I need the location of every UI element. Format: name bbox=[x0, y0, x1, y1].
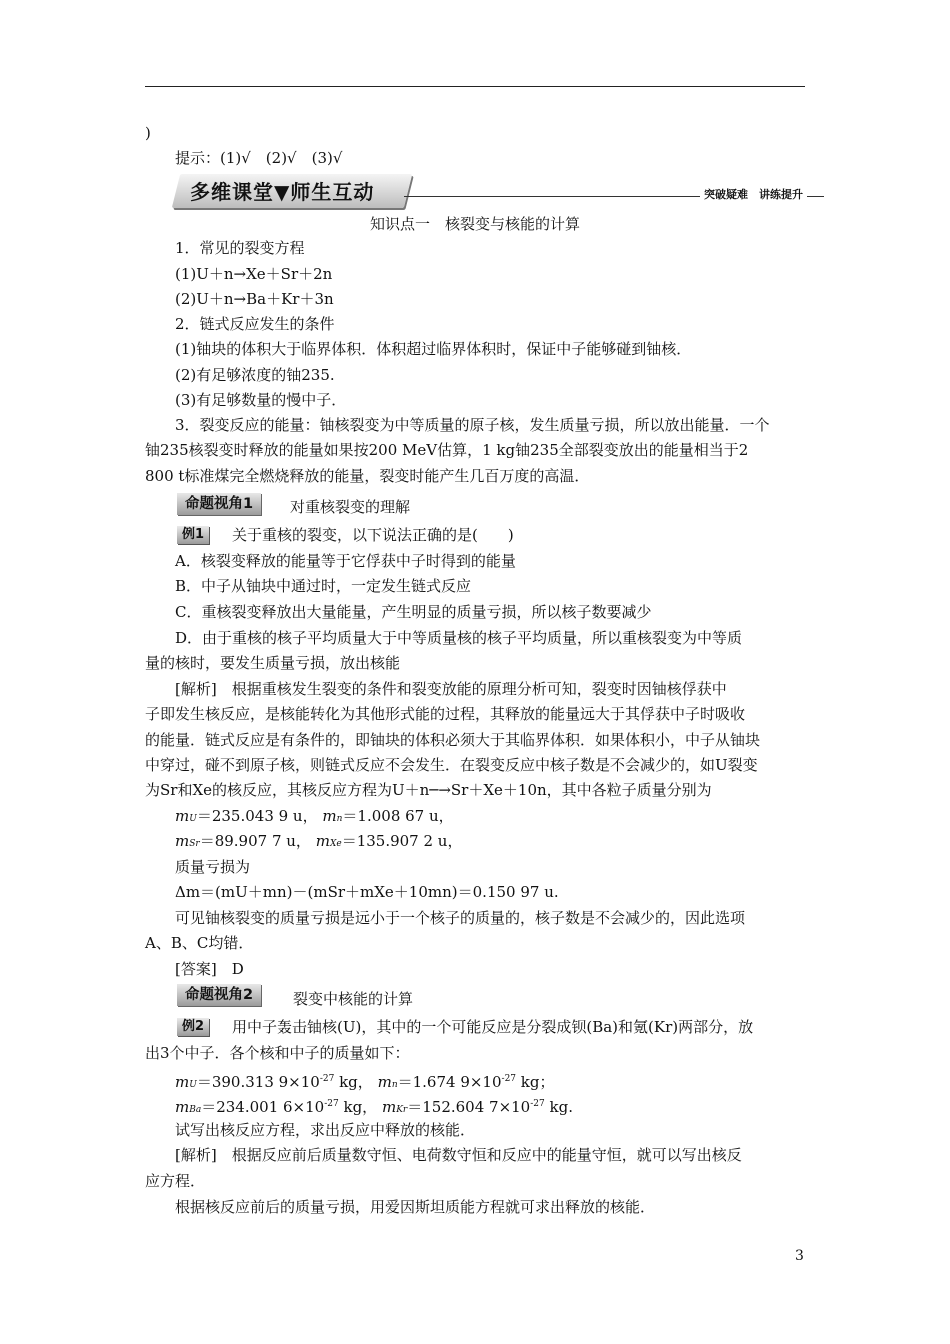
mass-loss-equation: Δm＝(mU＋mn)－(mSr＋mXe＋10mn)＝0.150 97 u. bbox=[175, 883, 559, 901]
para-1: 1．常见的裂变方程 bbox=[175, 239, 305, 257]
analysis-1-line-2: 子即发生核反应，是核能转化为其他形式能的过程，其释放的能量远大于其俘获中子时吸收 bbox=[145, 705, 746, 723]
condition-1: (1)铀块的体积大于临界体积．体积超过临界体积时，保证中子能够碰到铀核． bbox=[175, 340, 692, 358]
mass-loss-label: 质量亏损为 bbox=[175, 858, 251, 876]
equation-2: (2)U＋n→Ba＋Kr＋3n bbox=[175, 290, 334, 308]
answer-1: [答案] D bbox=[175, 960, 244, 978]
equation-1: (1)U＋n→Xe＋Sr＋2n bbox=[175, 265, 333, 283]
topic-tag-1-text: 对重核裂变的理解 bbox=[290, 498, 411, 516]
analysis-1-line-5: 为Sr和Xe的核反应，其核反应方程为U＋n─→Sr＋Xe＋10n，其中各粒子质量分别为 bbox=[145, 781, 712, 799]
analysis-2-line-1: [解析] 根据反应前后质量数守恒、电荷数守恒和反应中的能量守恒，就可以写出核反 bbox=[175, 1146, 742, 1164]
conclusion-line-2: A、B、C均错． bbox=[145, 934, 254, 952]
stray-paren: ) bbox=[145, 124, 151, 142]
topic-tag-1: 命题视角1 bbox=[177, 493, 261, 515]
condition-2: (2)有足够浓度的铀235. bbox=[175, 366, 335, 384]
hint-line: 提示：(1)√ (2)√ (3)√ bbox=[175, 149, 343, 167]
para-3-line-2: 铀235核裂变时释放的能量如果按200 MeV估算，1 kg铀235全部裂变放出的能量相当于2 bbox=[145, 441, 749, 459]
task-line: 试写出核反应方程，求出反应中释放的核能． bbox=[175, 1121, 476, 1139]
example-1-question: 关于重核的裂变，以下说法正确的是( ) bbox=[232, 526, 514, 544]
given-mass-line-2: mBa＝234.001 $6\times 10^{-27}$ kg， mKr＝152.604 $7\times 10^{-27}$ kg. bbox=[175, 1098, 573, 1116]
analysis-1-line-3: 的能量．链式反应是有条件的，即铀块的体积必须大于其临界体积．如果体积小，中子从铀块 bbox=[145, 731, 761, 749]
example-1-badge: 例1 bbox=[177, 526, 209, 544]
para-2: 2．链式反应发生的条件 bbox=[175, 315, 335, 333]
example-2-line-1: 用中子轰击铀核(U)，其中的一个可能反应是分裂成钡(Ba)和氪(Kr)两部分，放 bbox=[232, 1018, 754, 1036]
option-c: C．重核裂变释放出大量能量，产生明显的质量亏损，所以核子数要减少 bbox=[175, 603, 652, 621]
option-a: A．核裂变释放的能量等于它俘获中子时得到的能量 bbox=[175, 552, 516, 570]
conclusion-line-1: 可见铀核裂变的质量亏损是远小于一个核子的质量的，核子数是不会减少的，因此选项 bbox=[175, 909, 746, 927]
page-number: 3 bbox=[795, 1248, 804, 1264]
option-b: B．中子从铀块中通过时，一定发生链式反应 bbox=[175, 577, 472, 595]
banner-subtitle: 突破疑难 讲练提升 bbox=[700, 186, 807, 202]
topic-tag-2: 命题视角2 bbox=[177, 984, 261, 1006]
option-d-line-1: D．由于重核的核子平均质量大于中等质量核的核子平均质量，所以重核裂变为中等质 bbox=[175, 629, 743, 647]
mass-line-1: mU＝235.043 9 u， mn＝1.008 67 u， bbox=[175, 807, 454, 825]
analysis-1-line-1: [解析] 根据重核发生裂变的条件和裂变放能的原理分析可知，裂变时因铀核俘获中 bbox=[175, 680, 727, 698]
analysis-1-line-4: 中穿过，碰不到原子核，则链式反应不会发生．在裂变反应中核子数是不会减少的，如U裂变 bbox=[145, 756, 758, 774]
section-title: 知识点一 核裂变与核能的计算 bbox=[369, 215, 580, 233]
given-mass-line-1: mU＝390.313 $9\times 10^{-27}$ kg， mn＝1.674 $9\times 10^{-27}$ kg； bbox=[175, 1073, 555, 1091]
para-3-line-1: 3．裂变反应的能量：铀核裂变为中等质量的原子核，发生质量亏损，所以放出能量．一个 bbox=[175, 416, 770, 434]
banner-title: 多维课堂▼师生互动 bbox=[190, 180, 375, 204]
condition-3: (3)有足够数量的慢中子． bbox=[175, 391, 347, 409]
mass-line-2: mSr＝89.907 7 u， mXe＝135.907 2 u， bbox=[175, 832, 463, 850]
header-rule bbox=[145, 86, 805, 87]
option-d-line-2: 量的核时，要发生质量亏损，放出核能 bbox=[145, 654, 401, 672]
analysis-2-line-3: 根据核反应前后的质量亏损，用爱因斯坦质能方程就可求出释放的核能． bbox=[175, 1198, 656, 1216]
para-3-line-3: 800 t标准煤完全燃烧释放的能量，裂变时能产生几百万度的高温． bbox=[145, 467, 590, 485]
example-2-line-2: 出3个中子．各个核和中子的质量如下： bbox=[145, 1044, 410, 1062]
topic-tag-2-text: 裂变中核能的计算 bbox=[293, 990, 414, 1008]
example-2-badge: 例2 bbox=[177, 1018, 209, 1036]
analysis-2-line-2: 应方程． bbox=[145, 1172, 206, 1190]
